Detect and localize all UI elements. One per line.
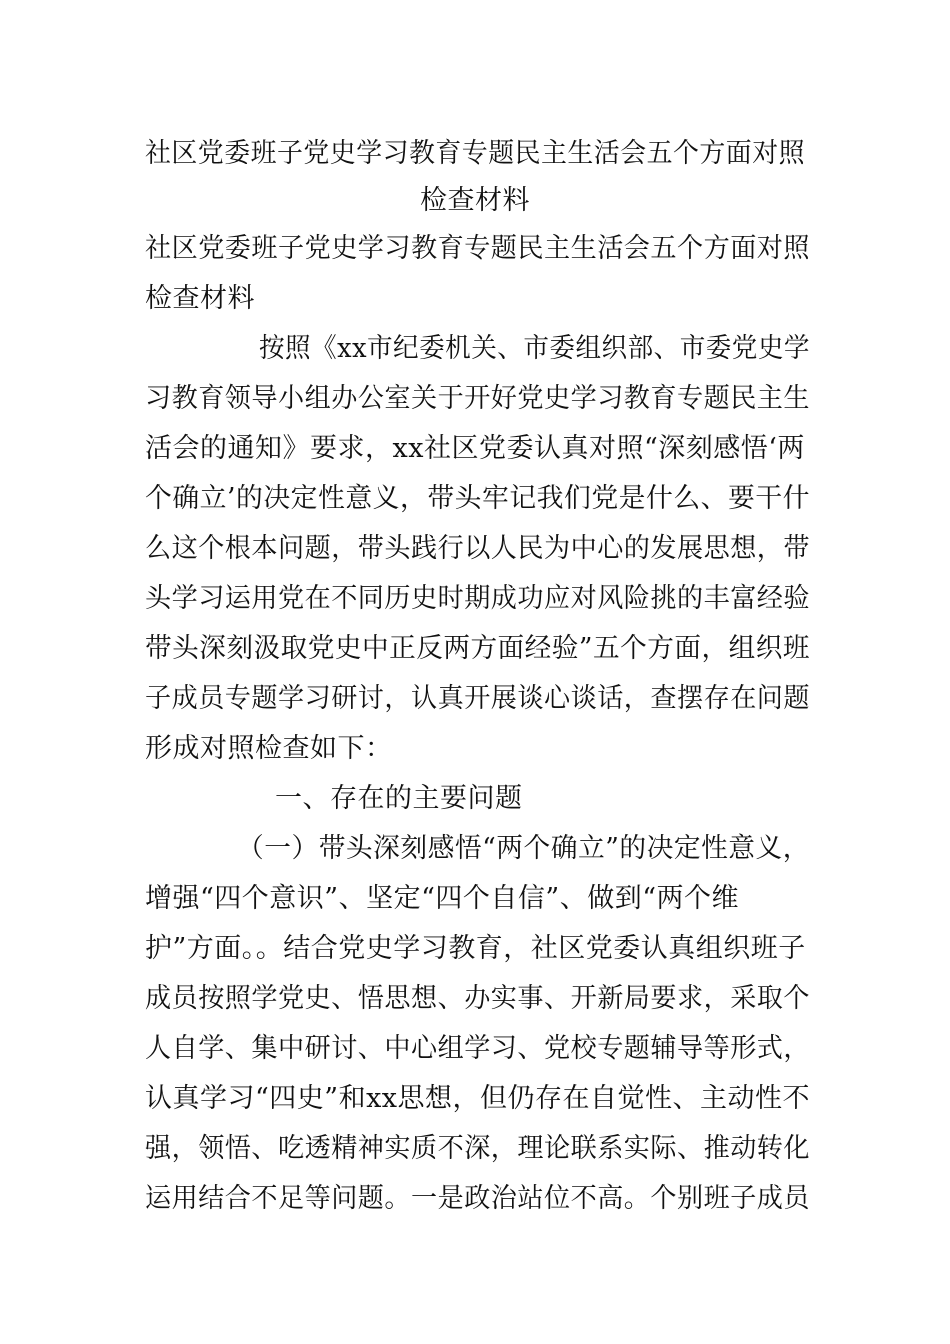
document-title-line-2: 检查材料 bbox=[420, 185, 530, 216]
heading-line-1: 社区党委班子党史学习教育专题民主生活会五个方面对照 bbox=[145, 233, 810, 264]
section-line-3: 护”方面。。结合党史学习教育，社区党委认真组织班子 bbox=[145, 933, 806, 964]
intro-line-8: 子成员专题学习研讨，认真开展谈心谈话，查摆存在问题 bbox=[145, 683, 810, 714]
section-line-8: 运用结合不足等问题。一是政治站位不高。个别班子成员 bbox=[145, 1183, 810, 1214]
intro-line-7: 带头深刻汲取党史中正反两方面经验”五个方面，组织班 bbox=[145, 633, 810, 664]
section-heading: 一、存在的主要问题 bbox=[275, 783, 523, 814]
section-line-5: 人自学、集中研讨、中心组学习、党校专题辅导等形式， bbox=[145, 1033, 810, 1064]
section-line-2: 增强“四个意识”、坚定“四个自信”、做到“两个维 bbox=[145, 883, 740, 914]
intro-line-5: 么这个根本问题，带头践行以人民为中心的发展思想，带 bbox=[145, 533, 810, 564]
section-line-7: 强，领悟、吃透精神实质不深，理论联系实际、推动转化 bbox=[145, 1133, 810, 1164]
intro-line-9: 形成对照检查如下： bbox=[145, 733, 393, 764]
heading-line-2: 检查材料 bbox=[145, 283, 255, 314]
intro-line-3: 活会的通知》要求，xx社区党委认真对照“深刻感悟‘两 bbox=[145, 433, 805, 464]
intro-line-4: 个确立’的决定性意义，带头牢记我们党是什么、要干什 bbox=[145, 483, 810, 514]
intro-line-2: 习教育领导小组办公室关于开好党史学习教育专题民主生 bbox=[145, 383, 810, 414]
document-title-line-1: 社区党委班子党史学习教育专题民主生活会五个方面对照 bbox=[145, 138, 805, 169]
section-line-4: 成员按照学党史、悟思想、办实事、开新局要求，采取个 bbox=[145, 983, 810, 1014]
intro-line-6: 头学习运用党在不同历史时期成功应对风险挑的丰富经验 bbox=[145, 583, 810, 614]
section-line-1: （一）带头深刻感悟“两个确立”的决定性意义， bbox=[237, 833, 810, 864]
section-line-6: 认真学习“四史”和xx思想，但仍存在自觉性、主动性不 bbox=[145, 1083, 810, 1114]
intro-line-1: 按照《xx市纪委机关、市委组织部、市委党史学 bbox=[259, 333, 810, 364]
